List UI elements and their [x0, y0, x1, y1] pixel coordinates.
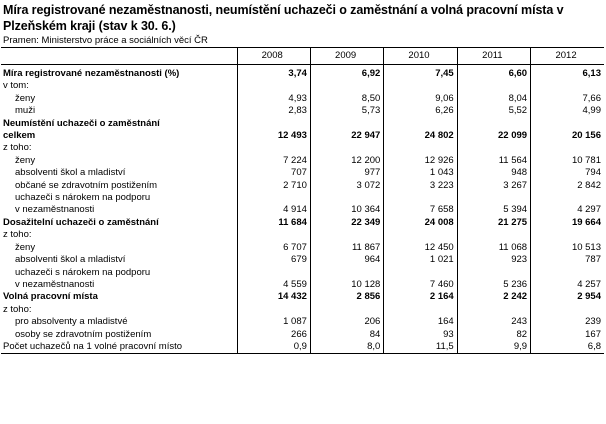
year-header: 2010 — [384, 48, 457, 65]
value-cell: 4,93 — [237, 93, 310, 105]
row-label: občané se zdravotním postižením — [15, 179, 158, 191]
table-row — [1, 204, 604, 216]
value-cell: 8,50 — [310, 93, 383, 105]
value-cell: 7 658 — [384, 204, 457, 216]
value-cell: 964 — [310, 254, 383, 266]
value-cell: 8,0 — [310, 341, 383, 354]
value-cell: 5 236 — [457, 279, 530, 291]
value-cell: 22 947 — [310, 130, 383, 142]
value-cell: 164 — [384, 316, 457, 328]
value-cell: 10 364 — [310, 204, 383, 216]
value-cell: 84 — [310, 329, 383, 341]
value-cell: 948 — [457, 167, 530, 179]
row-label: v nezaměstnanosti — [15, 278, 95, 290]
value-cell — [384, 142, 457, 154]
value-cell — [310, 80, 383, 92]
value-cell: 3,74 — [237, 68, 310, 80]
header-row — [1, 48, 604, 65]
value-cell — [237, 80, 310, 92]
value-cell: 11 068 — [457, 242, 530, 254]
value-cell: 7 460 — [384, 279, 457, 291]
value-cell: 206 — [310, 316, 383, 328]
row-label: z toho: — [3, 303, 32, 315]
year-header: 2008 — [237, 48, 310, 65]
value-cell: 4,99 — [531, 105, 604, 117]
value-cell: 243 — [457, 316, 530, 328]
header-label-cell — [1, 48, 237, 65]
table-title: Míra registrované nezaměstnanosti, neumístění uchazeči o zaměstnání a volná pracovní místa v Plzeňském kraji (stav k 30. 6.) — [3, 3, 564, 33]
value-cell: 14 432 — [237, 291, 310, 303]
value-cell — [384, 80, 457, 92]
row-label: ženy — [15, 241, 36, 253]
value-cell: 923 — [457, 254, 530, 266]
table-row — [1, 217, 604, 229]
table-row — [1, 267, 604, 279]
row-label: muži — [15, 105, 36, 117]
value-cell: 10 128 — [310, 279, 383, 291]
value-cell: 707 — [237, 167, 310, 179]
value-cell — [531, 229, 604, 241]
row-label: ženy — [15, 154, 36, 166]
value-cell — [457, 142, 530, 154]
value-cell: 6,26 — [384, 105, 457, 117]
value-cell — [531, 118, 604, 130]
value-cell — [531, 142, 604, 154]
value-cell: 977 — [310, 167, 383, 179]
value-cell: 2 954 — [531, 291, 604, 303]
value-cell: 24 802 — [384, 130, 457, 142]
value-cell: 19 664 — [531, 217, 604, 229]
value-cell: 21 275 — [457, 217, 530, 229]
value-cell: 6,92 — [310, 68, 383, 80]
value-cell — [310, 142, 383, 154]
value-cell: 0,9 — [237, 341, 310, 354]
value-cell — [384, 267, 457, 279]
value-cell: 7,45 — [384, 68, 457, 80]
table-row — [1, 254, 604, 266]
table-row — [1, 80, 604, 92]
value-cell: 3 223 — [384, 180, 457, 192]
value-cell: 4 914 — [237, 204, 310, 216]
year-header: 2012 — [531, 48, 604, 65]
value-cell: 6,8 — [531, 341, 604, 354]
row-label: absolventi škol a mladiství — [15, 254, 126, 266]
value-cell: 2 164 — [384, 291, 457, 303]
table-source: Pramen: Ministerstvo práce a sociálních věcí ČR — [3, 35, 208, 46]
value-cell: 24 008 — [384, 217, 457, 229]
value-cell — [237, 267, 310, 279]
value-cell: 11 867 — [310, 242, 383, 254]
value-cell — [457, 118, 530, 130]
value-cell: 6 707 — [237, 242, 310, 254]
value-cell — [457, 192, 530, 204]
value-cell — [384, 118, 457, 130]
table-row — [1, 93, 604, 105]
value-cell: 11 684 — [237, 217, 310, 229]
table-row — [1, 316, 604, 328]
value-cell: 11,5 — [384, 341, 457, 354]
table-row — [1, 329, 604, 341]
value-cell: 4 559 — [237, 279, 310, 291]
value-cell: 2 710 — [237, 180, 310, 192]
value-cell — [310, 304, 383, 316]
row-label: z toho: — [3, 229, 32, 241]
value-cell — [310, 229, 383, 241]
table-row — [1, 192, 604, 204]
row-label: Neumístění uchazeči o zaměstnání — [3, 117, 160, 129]
value-cell — [384, 229, 457, 241]
value-cell: 787 — [531, 254, 604, 266]
table-row — [1, 341, 604, 354]
value-cell — [384, 304, 457, 316]
value-cell: 2 856 — [310, 291, 383, 303]
value-cell: 12 200 — [310, 155, 383, 167]
value-cell — [310, 192, 383, 204]
value-cell — [237, 118, 310, 130]
value-cell: 82 — [457, 329, 530, 341]
data-table — [1, 47, 604, 354]
value-cell: 3 072 — [310, 180, 383, 192]
value-cell: 5,73 — [310, 105, 383, 117]
value-cell: 4 257 — [531, 279, 604, 291]
value-cell: 5,52 — [457, 105, 530, 117]
value-cell: 679 — [237, 254, 310, 266]
table-row — [1, 229, 604, 241]
value-cell: 266 — [237, 329, 310, 341]
row-label: pro absolventy a mladistvé — [15, 316, 128, 328]
row-label: uchazeči s nárokem na podporu — [15, 192, 151, 204]
value-cell: 239 — [531, 316, 604, 328]
value-cell — [457, 80, 530, 92]
row-label: absolventi škol a mladiství — [15, 167, 126, 179]
table-row — [1, 279, 604, 291]
row-label: Počet uchazečů na 1 volné pracovní místo — [1, 341, 237, 354]
value-cell: 93 — [384, 329, 457, 341]
value-cell — [237, 192, 310, 204]
value-cell: 167 — [531, 329, 604, 341]
table-row — [1, 142, 604, 154]
value-cell: 1 087 — [237, 316, 310, 328]
row-label: osoby se zdravotním postižením — [15, 328, 152, 340]
value-cell: 7 224 — [237, 155, 310, 167]
value-cell: 12 450 — [384, 242, 457, 254]
value-cell: 22 349 — [310, 217, 383, 229]
row-label: uchazeči s nárokem na podporu — [15, 266, 151, 278]
value-cell: 9,9 — [457, 341, 530, 354]
year-header: 2009 — [310, 48, 383, 65]
table-row — [1, 242, 604, 254]
value-cell: 6,13 — [531, 68, 604, 80]
row-label: Míra registrované nezaměstnanosti (%) — [3, 68, 180, 79]
value-cell: 12 493 — [237, 130, 310, 142]
table-row — [1, 155, 604, 167]
value-cell: 12 926 — [384, 155, 457, 167]
table-row — [1, 68, 604, 80]
row-label: ženy — [15, 92, 36, 104]
table-row — [1, 105, 604, 117]
row-label: Volná pracovní místa — [3, 291, 98, 303]
row-label: v tom: — [3, 80, 29, 92]
value-cell — [457, 229, 530, 241]
value-cell — [457, 304, 530, 316]
value-cell: 4 297 — [531, 204, 604, 216]
value-cell — [310, 267, 383, 279]
value-cell — [531, 267, 604, 279]
table-row — [1, 180, 604, 192]
value-cell — [531, 304, 604, 316]
value-cell: 1 021 — [384, 254, 457, 266]
value-cell — [310, 118, 383, 130]
value-cell: 20 156 — [531, 130, 604, 142]
value-cell: 22 099 — [457, 130, 530, 142]
table-row — [1, 130, 604, 142]
value-cell: 2,83 — [237, 105, 310, 117]
value-cell — [237, 142, 310, 154]
value-cell: 1 043 — [384, 167, 457, 179]
row-label: v nezaměstnanosti — [15, 204, 95, 216]
value-cell: 6,60 — [457, 68, 530, 80]
table-row — [1, 304, 604, 316]
row-label: Dosažitelní uchazeči o zaměstnání — [3, 216, 159, 228]
value-cell: 9,06 — [384, 93, 457, 105]
value-cell: 10 781 — [531, 155, 604, 167]
value-cell: 8,04 — [457, 93, 530, 105]
year-header: 2011 — [457, 48, 530, 65]
value-cell: 3 267 — [457, 180, 530, 192]
table-row — [1, 118, 604, 130]
value-cell — [457, 267, 530, 279]
value-cell: 2 842 — [531, 180, 604, 192]
value-cell — [237, 229, 310, 241]
value-cell: 794 — [531, 167, 604, 179]
value-cell: 7,66 — [531, 93, 604, 105]
table-row — [1, 291, 604, 303]
value-cell — [237, 304, 310, 316]
value-cell: 11 564 — [457, 155, 530, 167]
value-cell: 5 394 — [457, 204, 530, 216]
value-cell: 2 242 — [457, 291, 530, 303]
value-cell — [384, 192, 457, 204]
row-label: celkem — [3, 130, 36, 142]
row-label: z toho: — [3, 142, 32, 154]
table-row — [1, 167, 604, 179]
value-cell — [531, 192, 604, 204]
value-cell: 10 513 — [531, 242, 604, 254]
value-cell — [531, 80, 604, 92]
